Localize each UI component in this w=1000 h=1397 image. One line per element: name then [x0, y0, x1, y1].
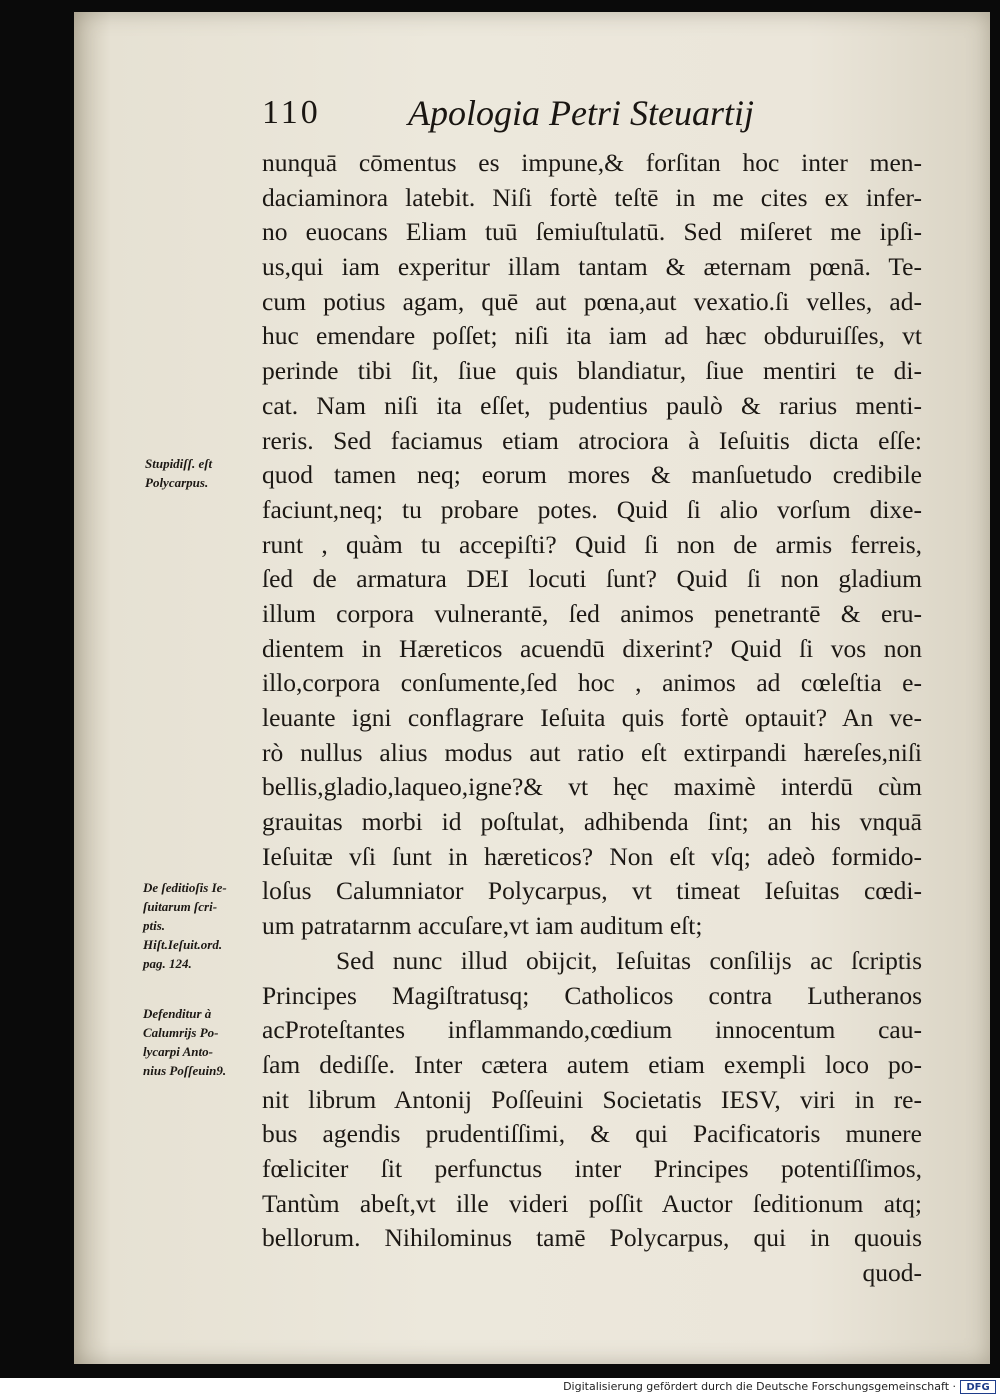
text-line: bellis,gladio,laqueo,igne?& vt hęc maximè interdū cùm: [262, 772, 922, 802]
margin-note: Stupidiſſ. eſt Polycarpus.: [145, 456, 213, 490]
body-text: [262, 146, 922, 1291]
text-line: fœliciter ſit perfunctus inter Principes potentiſſimos,: [262, 1153, 922, 1183]
text-line: bus agendis prudentiſſimi, & qui Pacificatoris munere: [262, 1119, 922, 1149]
text-line: Sed nunc illud obijcit, Ieſuitas conſilijs ac ſcriptis: [336, 945, 922, 975]
catchword: quod-: [862, 1258, 922, 1287]
text-line: grauitas morbi id poſtulat, adhibenda ſint; an his vnquā: [262, 807, 922, 837]
text-line: rò nullus alius modus aut ratio eſt extirpandi hæreſes,niſi: [262, 737, 922, 767]
text-line: um patratarnm accuſare,vt iam auditum eſt;: [262, 911, 703, 941]
text-line: perinde tibi ſit, ſiue quis blandiatur, ſiue mentiri te di-: [262, 356, 922, 386]
text-line: no euocans Eliam tuū ſemiuſtulatū. Sed miſeret me ipſi-: [262, 217, 922, 247]
running-title: Apologia Petri Steuartij: [408, 93, 754, 133]
text-line: dientem in Hæreticos acuendū dixerint? Quid ſi vos non: [262, 633, 922, 663]
dfg-logo: DFG: [960, 1380, 996, 1394]
text-line: illo,corpora conſumente,ſed hoc , animos ad cœleſtia e-: [262, 668, 922, 698]
text-line: cat. Nam niſi ita eſſet, pudentius paulò & rarius menti-: [262, 390, 922, 420]
text-line: acProteſtantes inflammando,cœdium innocentum cau-: [262, 1015, 922, 1045]
text-line: nunquā cōmentus es impune,& forſitan hoc inter men-: [262, 148, 922, 177]
text-line: Ieſuitæ vſi ſunt in hæreticos? Non eſt vſq; adeò formido-: [262, 841, 922, 871]
text-line: cum potius agam, quē aut pœna,aut vexatio.ſi velles, ad-: [262, 286, 922, 316]
page-header: [262, 92, 822, 136]
page-number: 110: [262, 94, 321, 131]
text-line: Principes Magiſtratusq; Catholicos contra Lutheranos: [262, 980, 922, 1010]
text-line: ſed de armatura DEI locuti ſunt? Quid ſi non gladium: [262, 564, 922, 594]
text-line: quod tamen neq; eorum mores & manſuetudo credibile: [262, 460, 922, 490]
text-line: faciunt,neq; tu probare potes. Quid ſi alio vorſum dixe-: [262, 494, 922, 524]
text-line: daciaminora latebit. Niſi fortè teſtē in me cites ex infer-: [262, 182, 922, 212]
margin-note: De ſeditioſis Ie- ſuitarum ſcri- ptis. Hiſt.Ieſuit.ord. pag. 124.: [143, 880, 227, 971]
text-line: reris. Sed faciamus etiam atrociora à Ieſuitis dicta eſſe:: [262, 425, 922, 455]
text-line: leuante igni conflagrare Ieſuita quis fortè optauit? An ve-: [262, 703, 922, 732]
text-line: ſam dediſſe. Inter cætera autem etiam exempli loco po-: [262, 1049, 922, 1079]
footer-bar: [0, 1378, 1000, 1397]
text-line: us,qui iam experitur illam tantam & æternam pœnā. Te-: [262, 252, 922, 282]
funding-credit: Digitalisierung gefördert durch die Deutsche Forschungsgemeinschaft ·: [563, 1380, 956, 1393]
text-line: Tantùm abeſt,vt ille videri poſſit Auctor ſeditionum atq;: [262, 1188, 922, 1218]
text-line: runt , quàm tu accepiſti? Quid ſi non de armis ferreis,: [262, 529, 922, 559]
text-line: huc emendare poſſet; niſi ita iam ad hæc obduruiſſes, vt: [262, 321, 922, 351]
text-line: illum corpora vulnerantē, ſed animos penetrantē & eru-: [262, 598, 922, 628]
text-line: loſus Calumniator Polycarpus, vt timeat Ieſuitas cœdi-: [262, 876, 922, 906]
margin-note: Defenditur à Calumrijs Po- lycarpi Anto- nius Poſſeuin9.: [143, 1006, 227, 1078]
text-line: nit librum Antonij Poſſeuini Societatis IESV, viri in re-: [262, 1084, 922, 1114]
text-line: bellorum. Nihilominus tamē Polycarpus, qui in quouis: [262, 1223, 922, 1253]
